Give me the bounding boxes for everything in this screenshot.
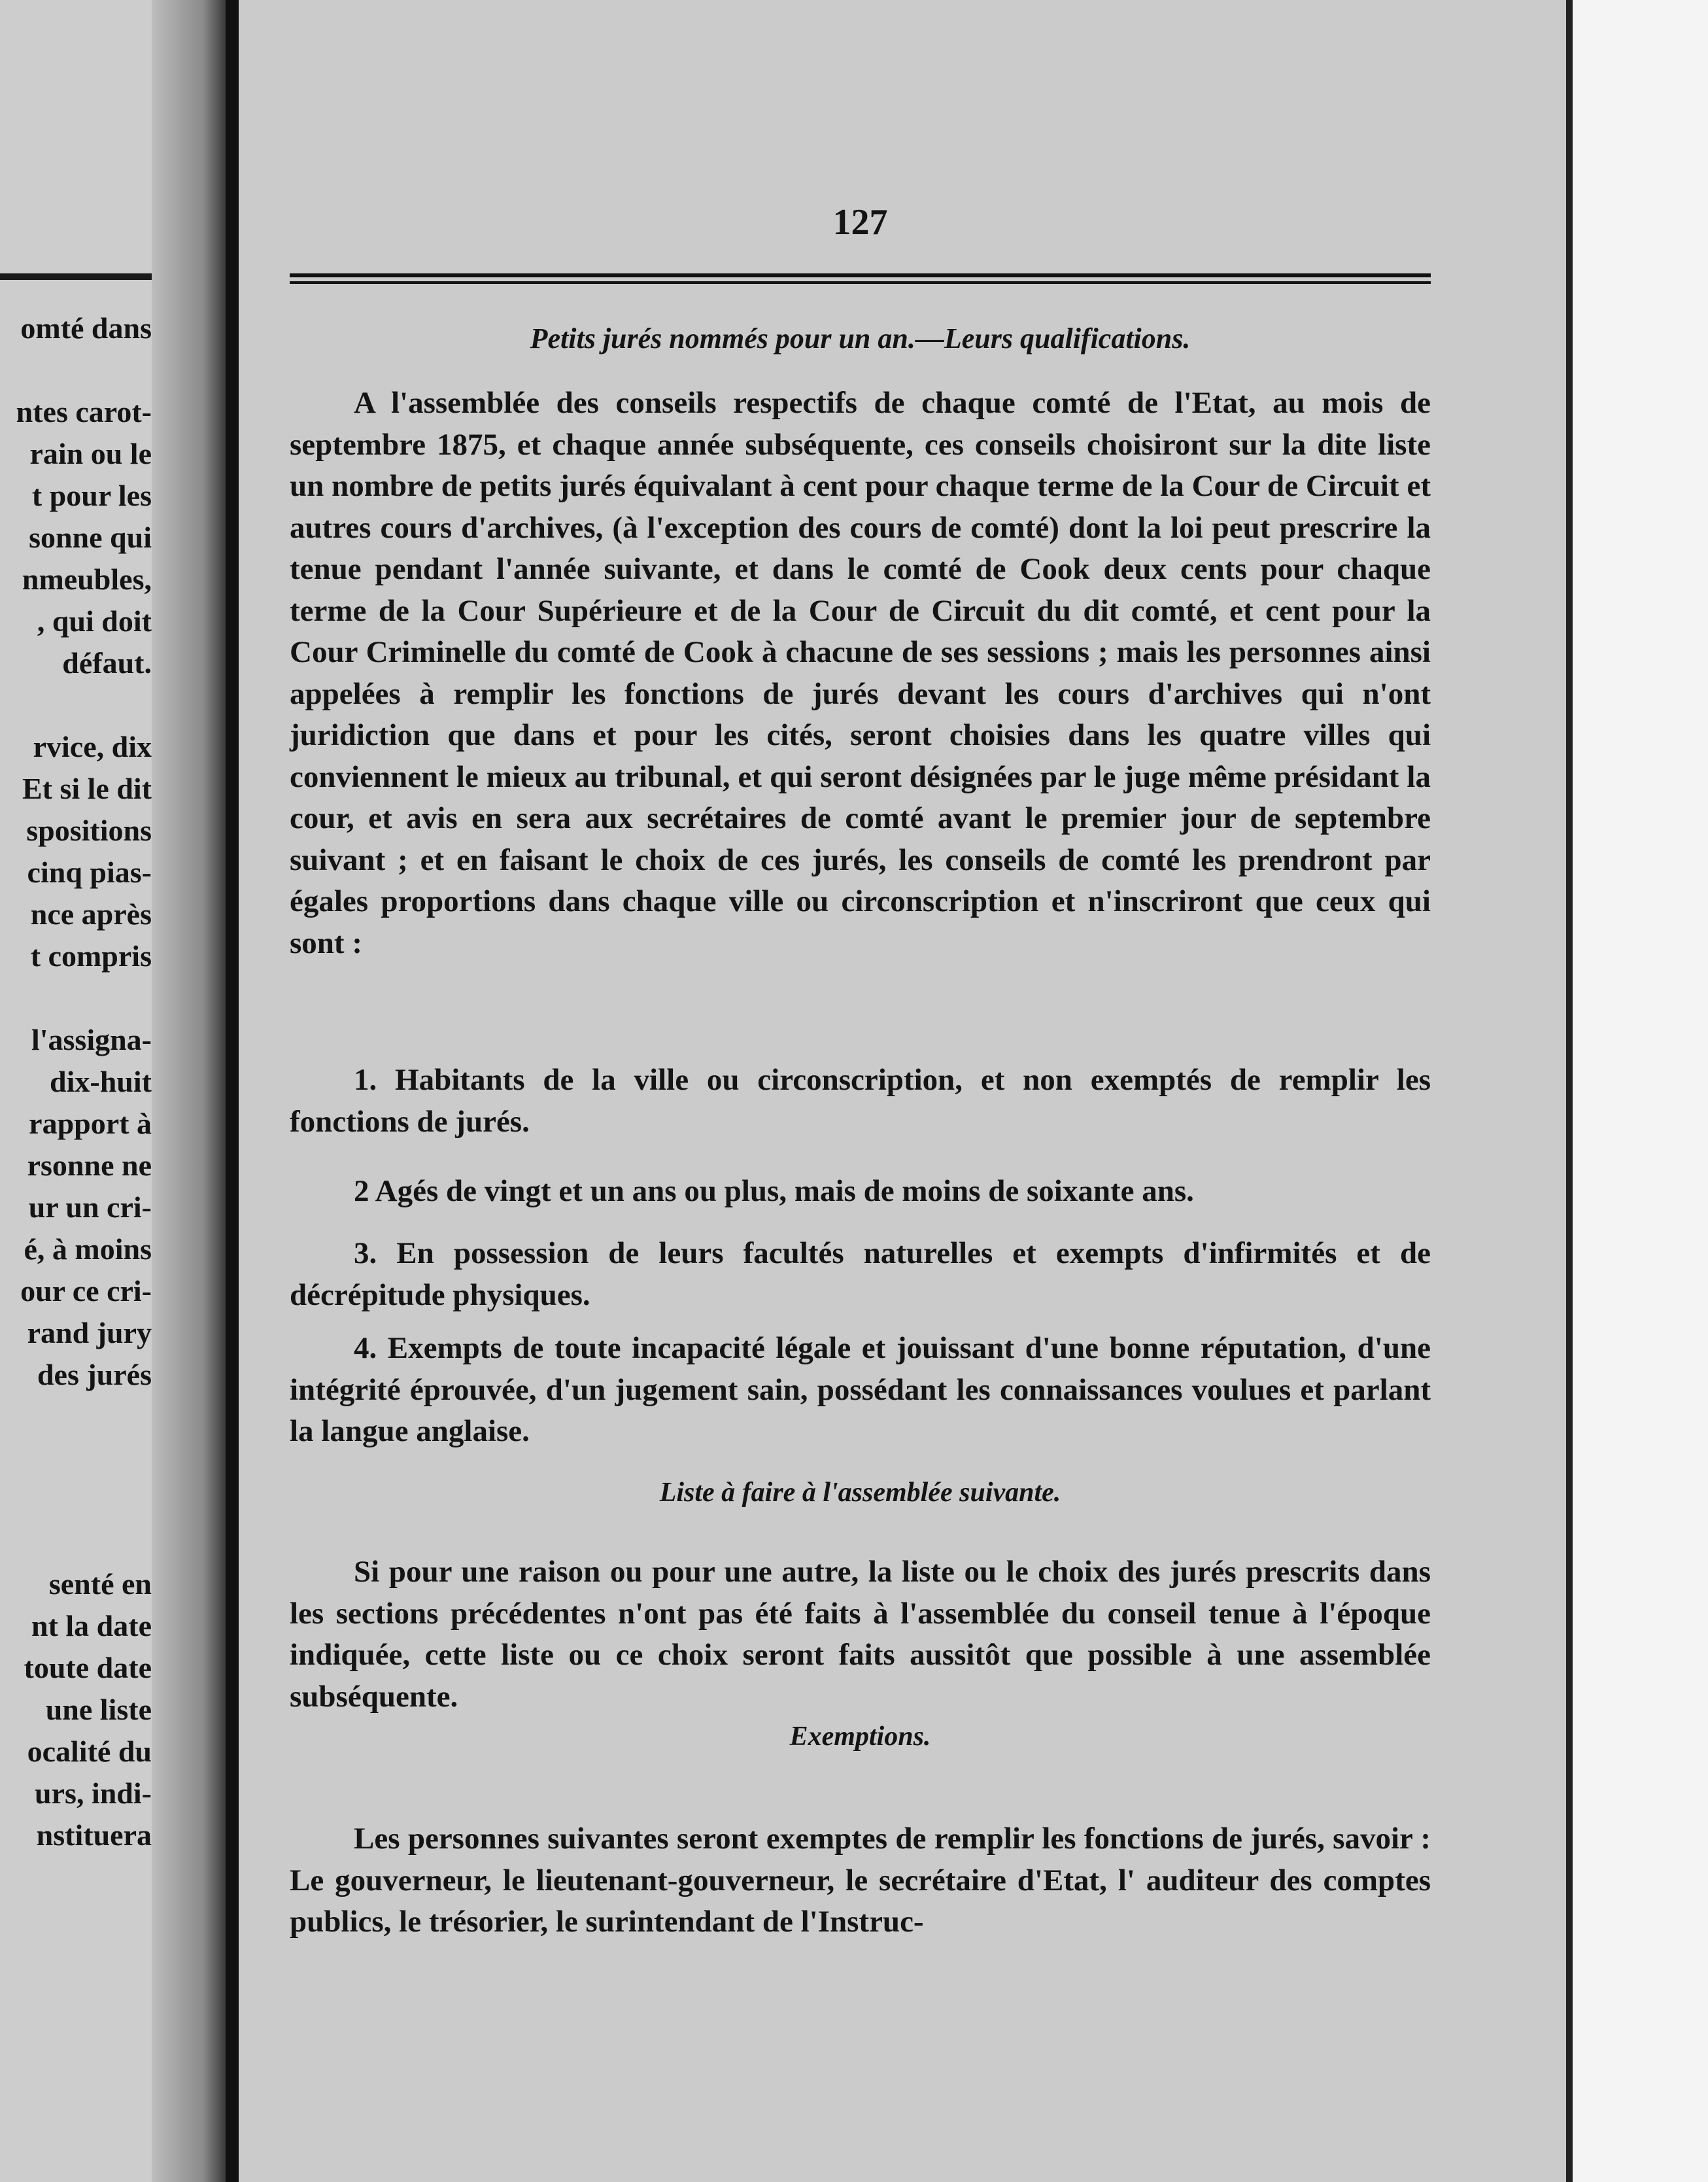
- left-page-rule: [0, 273, 152, 280]
- section-heading-qualifications: Petits jurés nommés pour un an.—Leurs qualifications.: [530, 322, 1191, 355]
- left-page-line: Et si le dit: [22, 772, 152, 805]
- left-page-line: t compris: [30, 939, 152, 973]
- page-number: 127: [832, 202, 888, 243]
- qualification-item-2: 2 Agés de vingt et un ans ou plus, mais de moins de soixante ans.: [354, 1174, 1194, 1208]
- qualification-item-1: 1. Habitants de la ville ou circonscription, et non exemptés de remplir les fonctions de jurés.: [290, 1063, 1431, 1139]
- paragraph-exemptions: Les personnes suivantes seront exemptes de remplir les fonctions de jurés, savoir : Le gouverneur, le lieutenant-gouverneur, le secrétaire d'Etat, l' auditeur des comptes publics, le trésorier, le surintendant de l'Instruc-: [290, 1822, 1431, 1939]
- left-page-line: rvice, dix: [33, 730, 152, 763]
- document-page: [239, 0, 1566, 2182]
- left-page-line: cinq pias-: [27, 856, 152, 889]
- left-page-line: é, à moins: [24, 1232, 152, 1266]
- left-page-line: dix-huit: [50, 1065, 152, 1098]
- left-page-line: , qui doit: [37, 604, 152, 638]
- paragraph-list: Si pour une raison ou pour une autre, la liste ou le choix des jurés prescrits dans les sections précédentes n'ont pas été faits à l'assemblée du conseil tenue à l'époque indiquée, cette liste ou ce choix seront faits aussitôt que possible à une assemblée subséquente.: [290, 1555, 1431, 1714]
- left-page-line: une liste: [45, 1693, 152, 1726]
- left-page-line: nstituera: [36, 1818, 152, 1852]
- left-page-line: rapport à: [29, 1107, 152, 1140]
- left-page-line: ntes carot-: [16, 395, 152, 428]
- left-page-line: rsonne ne: [27, 1149, 152, 1182]
- left-page-line: sonne qui: [29, 521, 152, 554]
- left-page-fragment: [0, 0, 226, 2182]
- header-rule-thin: [290, 281, 1431, 284]
- left-page-line: des jurés: [37, 1358, 152, 1391]
- left-page-line: toute date: [24, 1651, 152, 1684]
- header-rule: [290, 273, 1431, 277]
- qualification-item-3: 3. En possession de leurs facultés naturelles et exempts d'infirmités et de décrépitude physiques.: [290, 1236, 1431, 1312]
- left-page-line: ur un cri-: [28, 1190, 152, 1224]
- section-heading-list: Liste à faire à l'assemblée suivante.: [659, 1478, 1061, 1508]
- left-page-line: défaut.: [62, 646, 152, 680]
- left-page-line: urs, indi-: [35, 1776, 152, 1810]
- left-page-line: rain ou le: [29, 437, 152, 470]
- left-page-line: rand jury: [27, 1316, 152, 1349]
- left-page-line: t pour les: [31, 479, 152, 512]
- left-page-line: l'assigna-: [31, 1023, 152, 1056]
- left-page-fold-shadow: [152, 0, 226, 2182]
- left-page-line: nce après: [30, 897, 152, 931]
- scanner-background: [1573, 0, 1708, 2182]
- book-gutter: [226, 0, 239, 2182]
- left-page-line: ocalité du: [27, 1735, 152, 1768]
- left-page-line: omté dans: [20, 311, 152, 345]
- section-heading-exemptions: Exemptions.: [789, 1722, 931, 1752]
- left-page-line: nt la date: [31, 1609, 152, 1642]
- left-page-line: our ce cri-: [20, 1274, 152, 1307]
- left-page-line: nmeubles,: [22, 563, 152, 596]
- left-page-line: senté en: [48, 1567, 152, 1601]
- paragraph-selection: A l'assemblée des conseils respectifs de chaque comté de l'Etat, au mois de septembre 1875, et chaque année subséquente, ces conseils choisiront sur la dite liste un nombre de petits jurés équivalant à cent pour chaque terme de la Cour de Circuit et autres cours d'archives, (à l'exception des cours de comté) dont la loi peut prescrire la tenue pendant l'année suivante, et dans le comté de Cook deux cents pour chaque terme de la Cour Supérieure et de la Cour de Circuit du dit comté, et cent pour la Cour Criminelle du comté de Cook à chacune de ses sessions ; mais les personnes ainsi appelées à remplir les fonctions de jurés devant les cours d'archives qui n'ont juridiction que dans et pour les cités, seront choisies dans les quatre villes qui conviennent le mieux au tribunal, et qui seront désignées par le juge même présidant la cour, et avis en sera aux secrétaires de comté avant le premier jour de septembre suivant ; et en faisant le choix de ces jurés, les conseils de comté les prendront par égales proportions dans chaque ville ou circonscription et n'inscriront que ceux qui sont :: [290, 386, 1431, 960]
- left-page-line: spositions: [26, 814, 152, 847]
- qualification-item-4: 4. Exempts de toute incapacité légale et jouissant d'une bonne réputation, d'une intégrité éprouvée, d'un jugement sain, possédant les connaissances voulues et parlant la langue anglaise.: [290, 1331, 1431, 1448]
